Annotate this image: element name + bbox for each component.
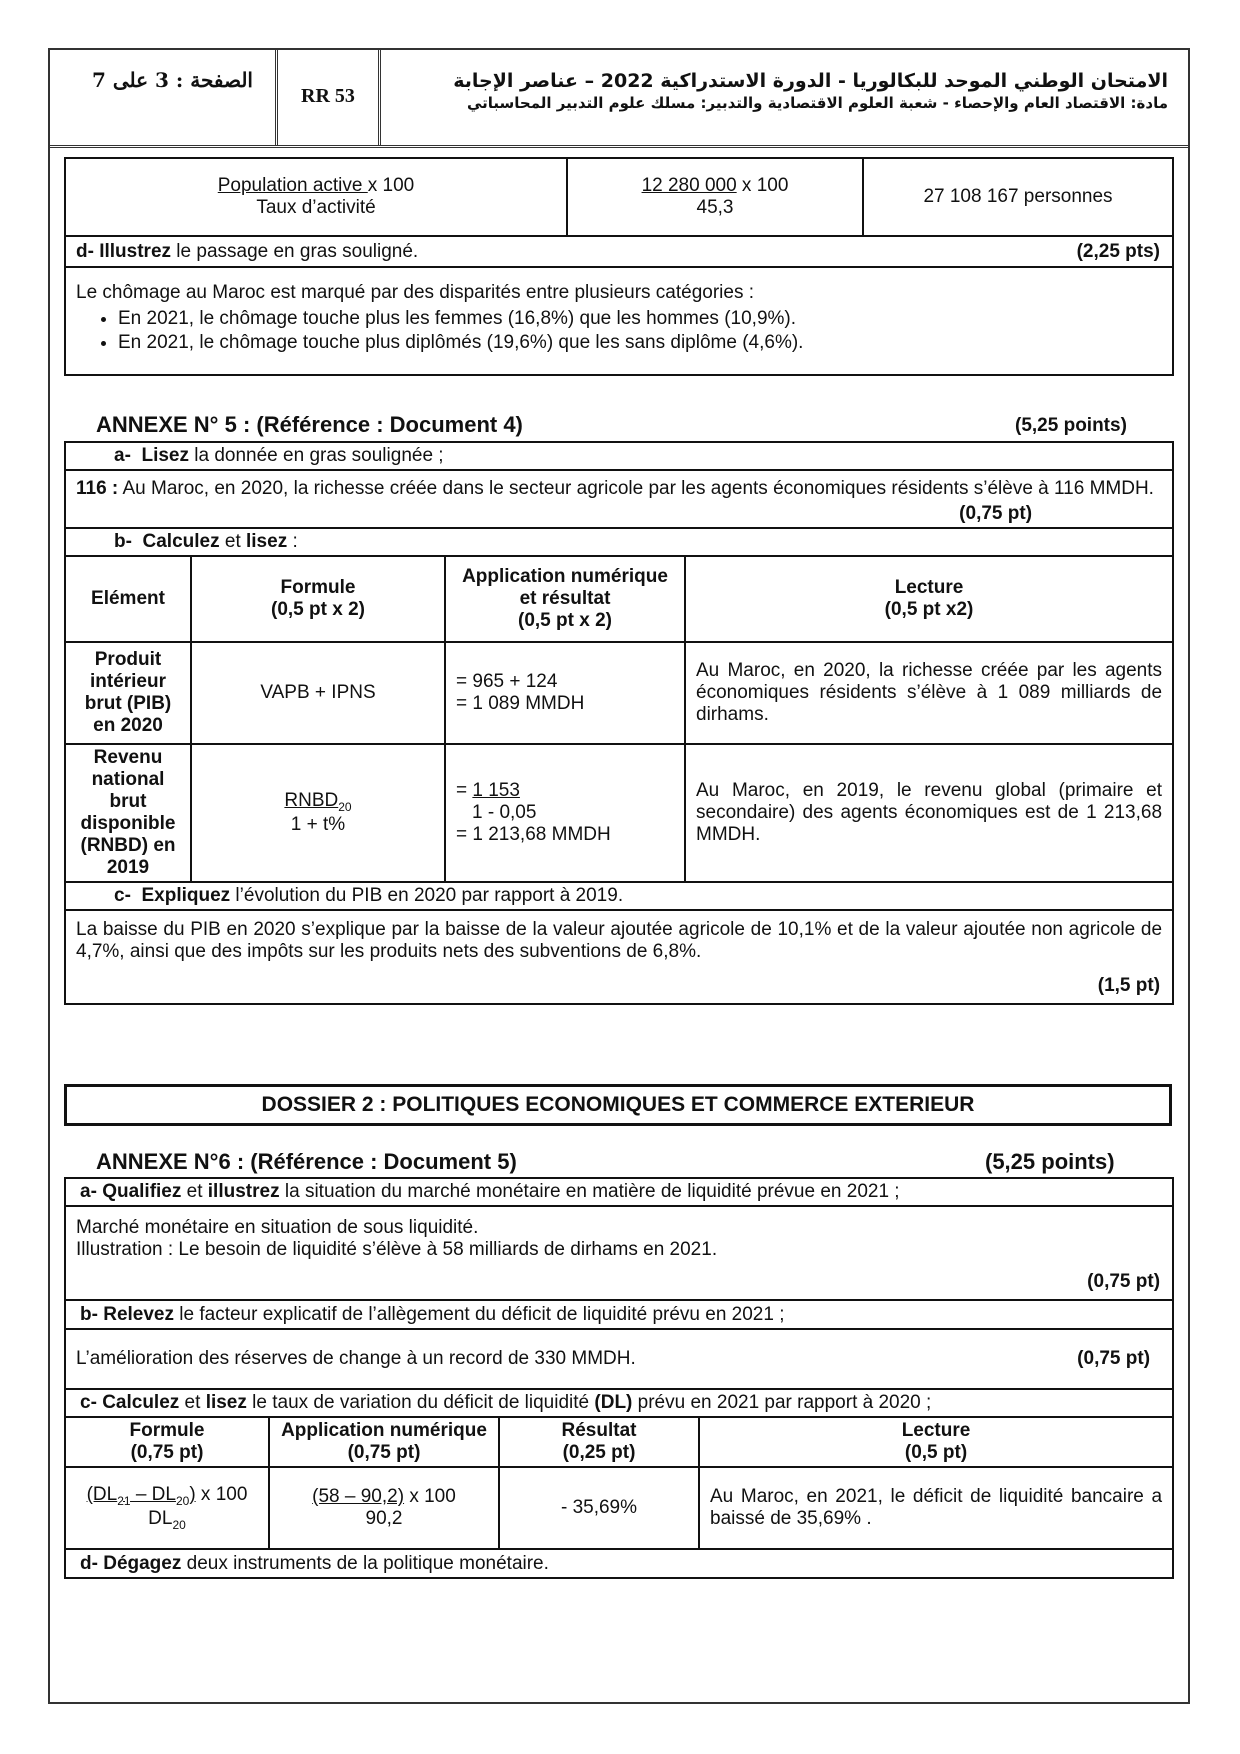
header-points: (0,5 pt) [904,1442,968,1463]
question-label: c- [114,885,131,906]
application-result: = 1 213,68 MMDH [456,824,611,845]
header-label: Formule [280,577,356,598]
formula-numerator: RNBD [284,790,339,812]
annex5-question-a [65,442,1173,470]
question-text: et [179,1392,206,1413]
question-text: la situation du marché monétaire en matière de liquidité prévue en 2021 ; [279,1181,900,1202]
header-lecture [685,556,1173,642]
application-multiplier: x 100 [736,175,789,196]
answer-text: Au Maroc, en 2020, la richesse créée dans le secteur agricole par les agents économiques résidents s’élève à 116 MMDH. [118,478,1154,499]
annex6-answer-a [65,1206,1173,1300]
question-label: d- [80,1552,98,1574]
formula-multiplier: x 100 [367,175,415,196]
header-resultat [499,1417,699,1467]
formula-multiplier: x 100 [195,1484,248,1506]
application-numerator: 1 153 [472,780,520,801]
question-text: le taux de variation du déficit de liquidité [246,1392,595,1413]
annex5-answer-a [65,470,1173,528]
header-label: Application numérique [281,1420,487,1441]
annex6-question-d [65,1549,1173,1578]
header-points: (0,5 pt x2) [884,599,974,620]
question-verb: Relevez [103,1303,174,1325]
formula-subscript: 20 [338,799,352,814]
formula-denominator: 1 + t% [290,813,346,835]
answer-value: 116 : [76,478,119,499]
application-denominator: 45,3 [696,197,734,218]
formula-denominator: Taux d’activité [256,197,376,218]
annex6-points: (5,25 points) [985,1149,1115,1174]
page-header [48,48,1190,148]
formula-part: – DL [130,1484,176,1506]
population-table [64,157,1174,376]
question-verb: illustrez [207,1181,280,1202]
header-points: (0,5 pt x 2) [518,610,612,631]
answer-points: (1,5 pt) [1097,975,1161,996]
formula-subscript: 21 [117,1494,131,1508]
row-pib-application [445,642,685,744]
question-text: et [219,531,246,552]
annex6-table [64,1177,1174,1579]
question-points: (2,25 pts) [1076,241,1160,262]
answer-points: (0,75 pt) [1077,1348,1151,1369]
question-abbrev: (DL) [594,1392,633,1413]
dl-application [269,1467,499,1549]
exam-code: RR 53 [278,48,381,145]
row-rnbd-application [445,744,685,882]
question-verb: Lisez [141,445,189,466]
answer-points: (0,75 pt) [959,503,1033,524]
header-lecture [699,1417,1173,1467]
question-text: le facteur explicatif de l’allègement du déficit de liquidité prévu en 2021 ; [174,1303,785,1325]
dl-lecture: Au Maroc, en 2021, le déficit de liquidité bancaire a baissé de 35,69% . [699,1467,1173,1549]
answer-intro: Le chômage au Maroc est marqué par des disparités entre plusieurs catégories : [76,282,755,303]
question-label: a- [114,445,131,466]
question-text: et [181,1181,208,1202]
question-text: prévu en 2021 par rapport à 2020 ; [632,1392,932,1413]
application-multiplier: x 100 [404,1486,456,1507]
formula-part: ) [189,1484,196,1506]
answer-bullet: • En 2021, le chômage touche plus diplômés (19,6%) que les sans diplôme (4,6%). [118,332,1162,354]
application-line: = 1 089 MMDH [456,693,585,714]
application-denominator: 90,2 [365,1508,403,1529]
header-points: (0,75 pt) [130,1442,204,1463]
annex5-points: (5,25 points) [1015,415,1127,436]
question-text: deux instruments de la politique monétaire. [181,1552,549,1574]
row-rnbd-element: Revenu national brut disponible (RNBD) en 2019 [65,744,191,882]
application-numerator: (58 – 90,2) [312,1486,405,1507]
formula-subscript: 20 [172,1517,186,1532]
exam-title-line1: الامتحان الوطني الموحد للبكالوريا - الدورة الاستدراكية 2022 – عناصر الإجابة [453,70,1168,92]
row-rnbd-formule [191,744,445,882]
answer-text: La baisse du PIB en 2020 s’explique par la baisse de la valeur ajoutée agricole de 10,1% et de la valeur ajoutée non agricole de 4,7%, ainsi que des impôts sur les produits nets des subventions de 6,8%. [76,919,1163,962]
answer-text: L’amélioration des réserves de change à un record de 330 MMDH. [76,1348,636,1369]
question-label: b- [114,531,132,552]
answer-text: Illustration : Le besoin de liquidité s’élève à 58 milliards de dirhams en 2021. [76,1239,718,1260]
row-rnbd-lecture: Au Maroc, en 2019, le revenu global (primaire et secondaire) des agents économiques est de 1 213,68 MMDH. [685,744,1173,882]
question-verb: lisez [246,531,288,552]
question-text: : [287,531,298,552]
header-points: (0,75 pt) [347,1442,421,1463]
dossier2-title: DOSSIER 2 : POLITIQUES ECONOMIQUES ET COMMERCE EXTERIEUR [64,1084,1172,1126]
annex5-title: ANNEXE N° 5 : (Référence : Document 4) [96,412,523,437]
question-verb: lisez [205,1392,247,1413]
application-denominator: 1 - 0,05 [472,802,537,823]
formula-numerator: Population active [217,175,368,196]
formula-subscript: 20 [175,1494,190,1508]
header-label: Résultat [561,1420,637,1441]
question-text: la donnée en gras soulignée ; [189,445,444,466]
question-verb: Dégagez [103,1552,182,1574]
annex6-question-a [65,1178,1173,1206]
header-label: Application numérique et résultat [462,566,668,609]
header-element: Elément [65,556,191,642]
header-application [269,1417,499,1467]
dl-formule [65,1467,269,1549]
header-points: (0,5 pt x 2) [271,599,365,620]
question-label: a- [80,1181,97,1202]
answer-points: (0,75 pt) [1087,1271,1161,1292]
application-equals: = [456,780,473,801]
exam-title-line2: مادة: الاقتصاد العام والإحصاء - شعبة العلوم الاقتصادية والتدبير: مسلك علوم التدبير المحاسباتي [466,94,1168,112]
question-d-row [65,236,1173,267]
question-label: b- [80,1303,98,1325]
annex5-table [64,441,1174,1005]
answer-text: Marché monétaire en situation de sous liquidité. [76,1217,479,1238]
answer-bullet: • En 2021, le chômage touche plus les femmes (16,8%) que les hommes (10,9%). [118,308,1162,330]
question-d-answer [65,267,1173,375]
exam-title [381,48,1190,145]
question-verb: Qualifiez [102,1181,182,1202]
question-verb: Expliquez [141,885,231,906]
annex5-question-c [65,882,1173,910]
question-verb: Calculez [102,1392,180,1413]
formula-cell [65,158,567,236]
row-pib-element: Produit intérieur brut (PIB) en 2020 [65,642,191,744]
result-cell: 27 108 167 personnes [863,158,1173,236]
page-number: الصفحة : 3 على 7 [48,48,278,145]
question-verb: Illustrez [99,240,172,262]
header-points: (0,25 pt) [562,1442,636,1463]
annex6-answer-b [65,1329,1173,1389]
question-label: d- [76,240,94,262]
application-numerator: 12 280 000 [641,175,737,196]
header-application [445,556,685,642]
application-line: = 965 + 124 [456,671,558,692]
row-pib-formule: VAPB + IPNS [191,642,445,744]
header-formule [65,1417,269,1467]
answer-bullets [76,308,1162,354]
annex6-question-c [65,1389,1173,1417]
dl-resultat: - 35,69% [499,1467,699,1549]
question-text: l’évolution du PIB en 2020 par rapport à 2019. [230,885,624,906]
header-label: Lecture [894,577,964,598]
annex5-answer-c [65,910,1173,1004]
question-text: le passage en gras souligné. [171,240,419,262]
annex6-question-b [65,1300,1173,1329]
header-label: Lecture [901,1420,971,1441]
header-formule [191,556,445,642]
application-cell [567,158,863,236]
annex5-question-b [65,528,1173,556]
row-pib-lecture: Au Maroc, en 2020, la richesse créée par les agents économiques résidents s’élève à 1 089 milliards de dirhams. [685,642,1173,744]
header-label: Formule [129,1420,205,1441]
question-verb: Calculez [142,531,220,552]
annex6-title: ANNEXE N°6 : (Référence : Document 5) [96,1149,517,1174]
formula-part: (DL [86,1484,118,1506]
question-label: c- [80,1392,97,1413]
formula-denominator: DL [148,1508,173,1529]
